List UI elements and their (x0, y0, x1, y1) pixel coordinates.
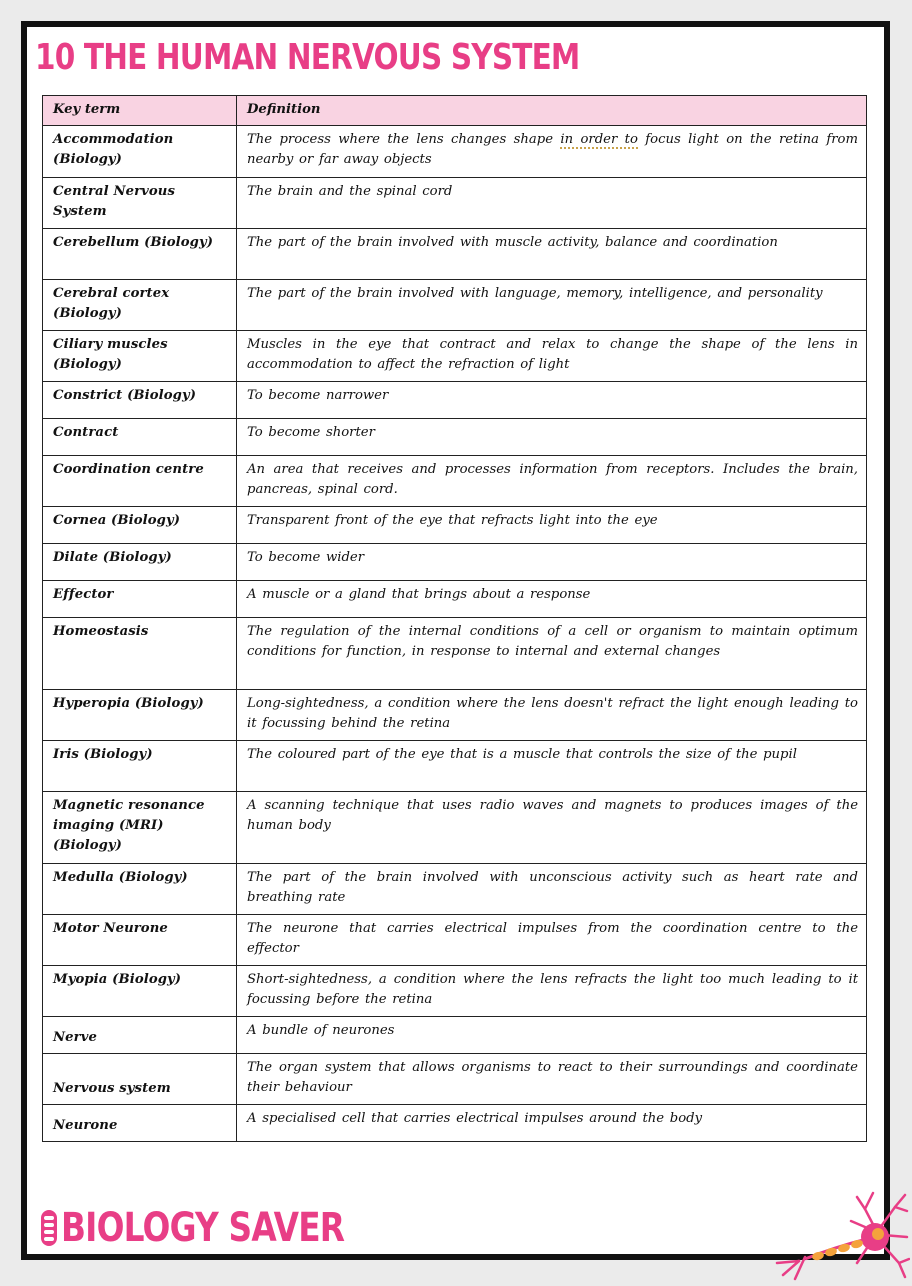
definition-cell: The regulation of the internal conditions of a cell or organism to maintain optimum conditions for function, in response to internal and external changes (237, 618, 867, 690)
definition-cell: The coloured part of the eye that is a muscle that controls the size of the pupil (237, 741, 867, 792)
term-cell: Magnetic resonance imaging (MRI) (Biology) (43, 792, 237, 864)
table-row (43, 915, 867, 966)
term-cell: Nerve (43, 1017, 237, 1054)
table-row (43, 864, 867, 915)
term-cell: Coordination centre (43, 456, 237, 507)
term-cell: Ciliary muscles (Biology) (43, 331, 237, 382)
definition-text: focus light on the retina from nearby or far away objects (247, 132, 858, 167)
definition-cell: To become wider (237, 544, 867, 581)
table-row (43, 178, 867, 229)
table-row (43, 456, 867, 507)
table-row (43, 741, 867, 792)
table-row (43, 581, 867, 618)
term-cell: Myopia (Biology) (43, 966, 237, 1017)
definition-text: The process where the lens changes shape (247, 132, 561, 147)
header-key-term: Key term (43, 96, 237, 126)
term-cell: Accommodation (Biology) (43, 126, 237, 178)
table-row (43, 544, 867, 581)
page-title: 10 THE HUMAN NERVOUS SYSTEM (35, 37, 580, 78)
definition-cell: Long-sightedness, a condition where the lens doesn't refract the light enough leading to it focussing behind the retina (237, 690, 867, 741)
table-row (43, 331, 867, 382)
definition-cell: To become shorter (237, 419, 867, 456)
brand-name: BIOLOGY SAVER (61, 1205, 345, 1251)
definition-cell: The part of the brain involved with language, memory, intelligence, and personality (237, 280, 867, 331)
table-row (43, 1054, 867, 1105)
table-row (43, 966, 867, 1017)
term-cell: Motor Neurone (43, 915, 237, 966)
term-cell: Homeostasis (43, 618, 237, 690)
definition-cell: An area that receives and processes information from receptors. Includes the brain, pancreas, spinal cord. (237, 456, 867, 507)
page-frame (21, 21, 890, 1260)
definition-cell: A specialised cell that carries electrical impulses around the body (237, 1105, 867, 1142)
definition-cell: Muscles in the eye that contract and relax to change the shape of the lens in accommodation to affect the refraction of light (237, 331, 867, 382)
definition-cell: A muscle or a gland that brings about a response (237, 581, 867, 618)
key-terms-table (42, 95, 867, 1142)
table-row (43, 280, 867, 331)
table-header-row (43, 96, 867, 126)
table-row (43, 792, 867, 864)
definition-cell: A bundle of neurones (237, 1017, 867, 1054)
table-row (43, 419, 867, 456)
definition-cell: The part of the brain involved with muscle activity, balance and coordination (237, 229, 867, 280)
term-cell: Dilate (Biology) (43, 544, 237, 581)
term-cell: Cerebral cortex (Biology) (43, 280, 237, 331)
table-row (43, 507, 867, 544)
definition-cell: To become narrower (237, 382, 867, 419)
term-cell: Contract (43, 419, 237, 456)
table-row (43, 618, 867, 690)
term-cell: Central Nervous System (43, 178, 237, 229)
table-row (43, 126, 867, 178)
header-definition: Definition (237, 96, 867, 126)
definition-cell: The part of the brain involved with unconscious activity such as heart rate and breathing rate (237, 864, 867, 915)
definition-cell: The neurone that carries electrical impulses from the coordination centre to the effector (237, 915, 867, 966)
table-row (43, 690, 867, 741)
term-cell: Neurone (43, 1105, 237, 1142)
pink-cell-logo-icon (39, 1208, 61, 1248)
term-cell: Nervous system (43, 1054, 237, 1105)
definition-cell: The organ system that allows organisms to react to their surroundings and coordinate their behaviour (237, 1054, 867, 1105)
table-row (43, 382, 867, 419)
term-cell: Effector (43, 581, 237, 618)
term-cell: Cornea (Biology) (43, 507, 237, 544)
definition-cell: A scanning technique that uses radio waves and magnets to produces images of the human body (237, 792, 867, 864)
grammar-suggestion-underline[interactable]: in order to (560, 132, 638, 147)
neuron-illustration-icon (765, 1187, 910, 1282)
table-row (43, 229, 867, 280)
brand-logo (39, 1206, 406, 1250)
definition-cell: The brain and the spinal cord (237, 178, 867, 229)
term-cell: Constrict (Biology) (43, 382, 237, 419)
term-cell: Cerebellum (Biology) (43, 229, 237, 280)
definition-cell: Transparent front of the eye that refracts light into the eye (237, 507, 867, 544)
term-cell: Hyperopia (Biology) (43, 690, 237, 741)
term-cell: Iris (Biology) (43, 741, 237, 792)
table-row (43, 1105, 867, 1142)
definition-cell (237, 126, 867, 178)
term-cell: Medulla (Biology) (43, 864, 237, 915)
definition-cell: Short-sightedness, a condition where the lens refracts the light too much leading to it focussing before the retina (237, 966, 867, 1017)
table-row (43, 1017, 867, 1054)
